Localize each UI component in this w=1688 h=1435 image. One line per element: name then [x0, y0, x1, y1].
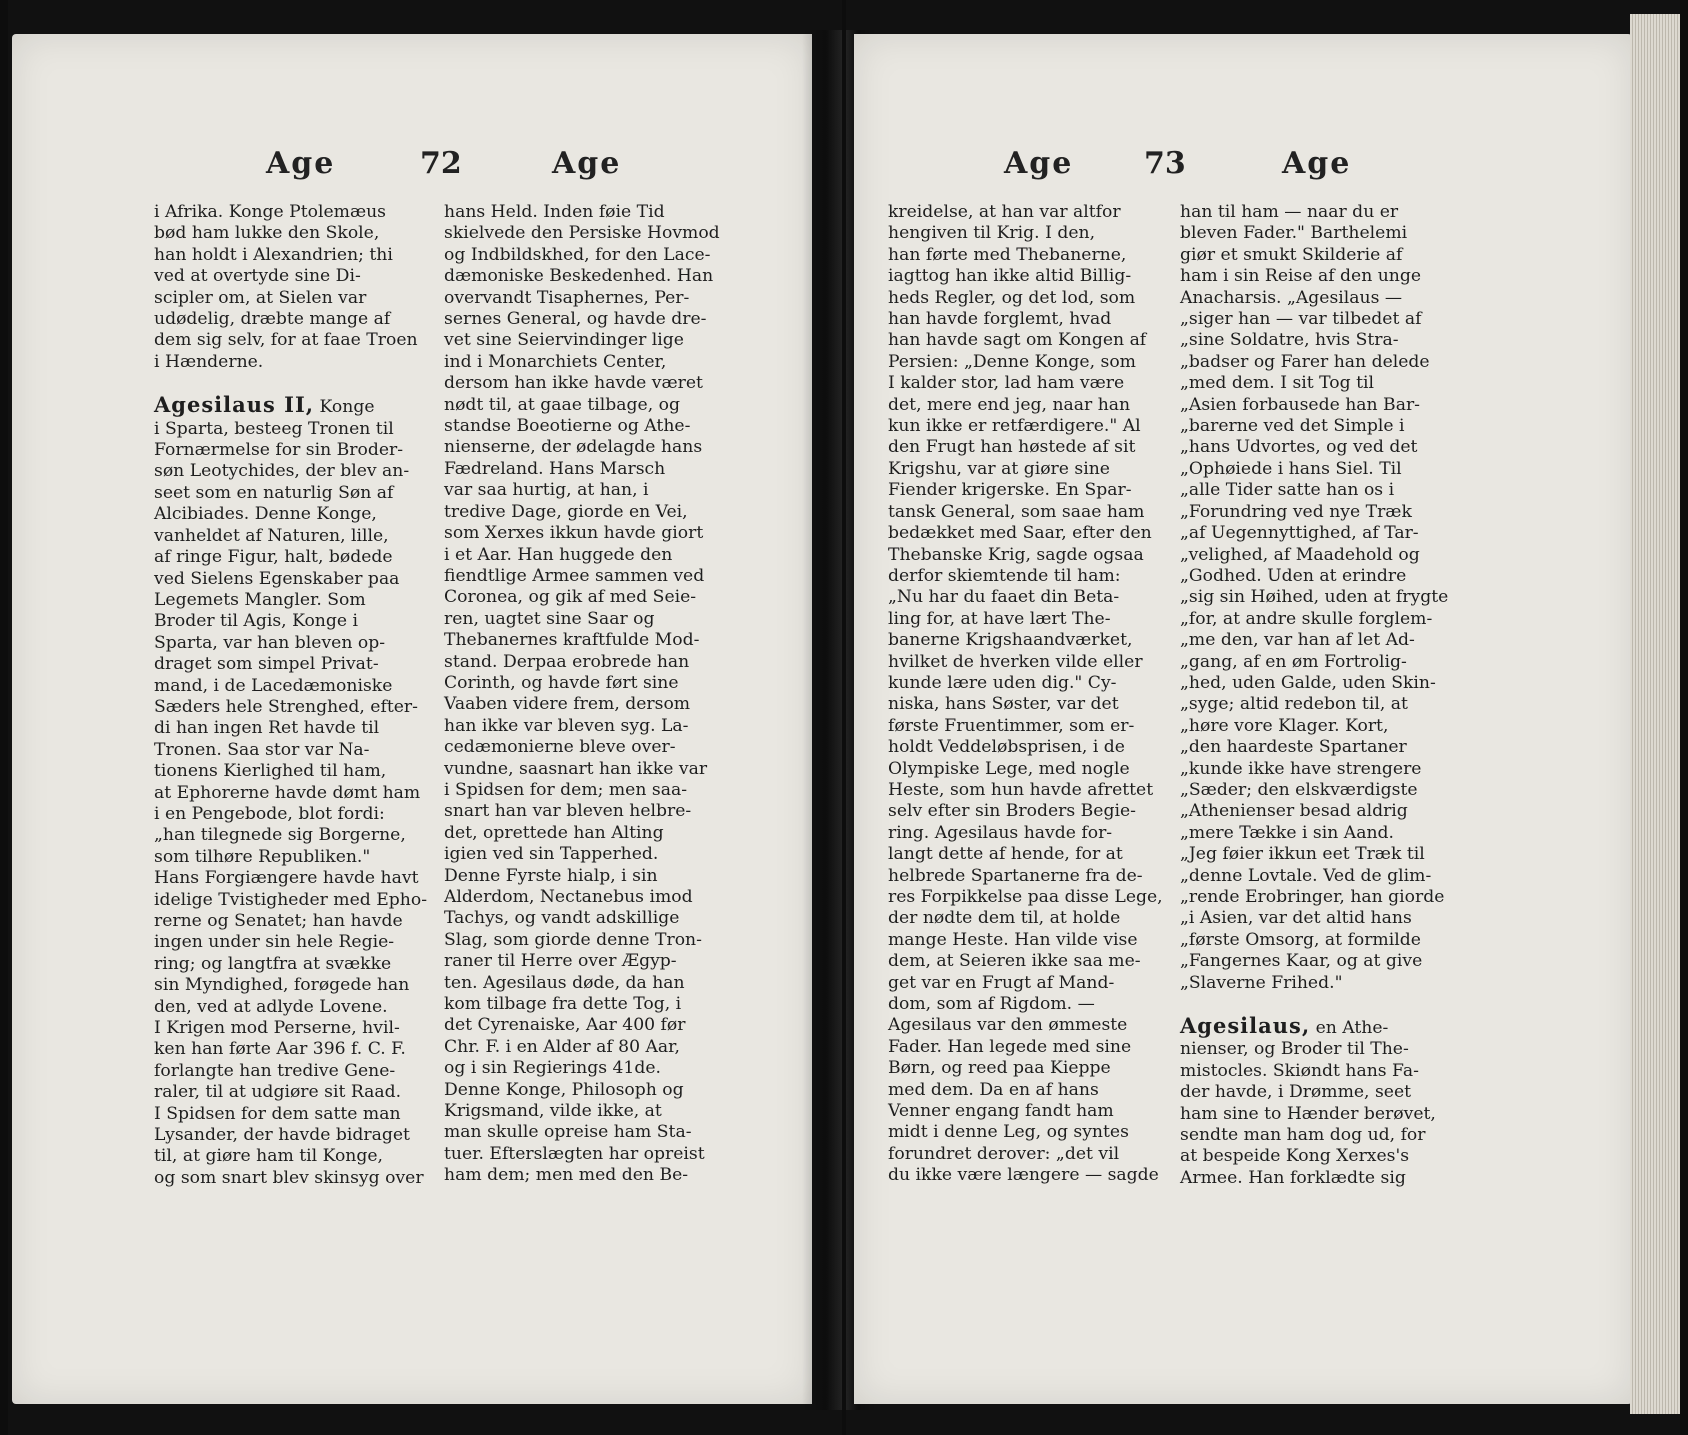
page-number: 73	[1144, 146, 1186, 181]
text-line: Sæders hele Strenghed, efter-	[154, 696, 418, 717]
text-line: „badser og Farer han delede	[1180, 351, 1430, 372]
header-right-word: Age	[1282, 146, 1352, 181]
page-number: 72	[420, 146, 462, 181]
text-line: i Hænderne.	[154, 351, 264, 372]
text-line: raler, til at udgiøre sit Raad.	[154, 1082, 402, 1103]
text-line: „velighed, af Maadehold og	[1180, 544, 1420, 565]
text-line: kun ikke er retfærdigere." Al	[888, 416, 1141, 437]
text-line: du ikke være længere — sagde	[888, 1165, 1159, 1186]
text-line: vet sine Seiervindinger lige	[444, 330, 684, 351]
text-line: bød ham lukke den Skole,	[154, 223, 380, 244]
text-line: forlangte han tredive Gene-	[154, 1060, 396, 1081]
column-2	[444, 202, 724, 1187]
text-line: „denne Lovtale. Ved de glim-	[1180, 865, 1432, 886]
text-line: overvandt Tisaphernes, Per-	[444, 287, 690, 308]
text-line: „Slaverne Frihed."	[1180, 972, 1343, 993]
page-72	[12, 34, 812, 1404]
text-line: „siger han — var tilbedet af	[1180, 309, 1422, 330]
header-left-word: Age	[1004, 146, 1074, 181]
text-line: „sig sin Høihed, uden at frygte	[1180, 587, 1449, 608]
column-2	[1180, 202, 1470, 1189]
text-line: at Ephorerne havde dømt ham	[154, 782, 421, 803]
text-line: Slag, som giorde denne Tron-	[444, 929, 702, 950]
text-line: „syge; altid redebon til, at	[1180, 694, 1408, 715]
text-line: snart han var bleven helbre-	[444, 801, 692, 822]
text-line: nienserne, der ødelagde hans	[444, 437, 703, 458]
text-line: stand. Derpaa erobrede han	[444, 651, 690, 672]
text-line: som tilhøre Republiken."	[154, 846, 371, 867]
text-line: Alderdom, Nectanebus imod	[444, 887, 693, 907]
text-line: han ikke var bleven syg. La-	[444, 715, 689, 736]
text-line: banerne Krigshaandværket,	[888, 630, 1133, 651]
text-line: og i sin Regierings 41de.	[444, 1058, 661, 1079]
text-line: ved at overtyde sine Di-	[154, 266, 361, 287]
text-line: sendte man ham dog ud, for	[1180, 1125, 1426, 1146]
text-line: Denne Konge, Philosoph og	[444, 1079, 684, 1100]
text-line: draget som simpel Privat-	[154, 654, 379, 675]
text-line: „barerne ved det Simple i	[1180, 416, 1405, 437]
text-line: res Forpikkelse paa disse Lege,	[888, 887, 1163, 907]
text-line: „mere Tække i sin Aand.	[1180, 822, 1394, 843]
text-line: dem, at Seieren ikke saa me-	[888, 951, 1141, 972]
text-line: forundret derover: „det vil	[888, 1143, 1120, 1164]
text-line	[1180, 994, 1470, 1015]
text-line: ring. Agesilaus havde for-	[888, 822, 1113, 843]
text-line: Venner engang fandt ham	[888, 1101, 1114, 1122]
text-line: „hed, uden Galde, uden Skin-	[1180, 672, 1436, 693]
text-line: og Indbildskhed, for den Lace-	[444, 244, 711, 265]
text-line: „kunde ikke have strengere	[1180, 758, 1422, 779]
text-line: „Asien forbausede han Bar-	[1180, 394, 1420, 415]
text-line: Tronen. Saa stor var Na-	[154, 739, 370, 760]
text-line: ham dem; men med den Be-	[444, 1165, 689, 1186]
text-line: ham i sin Reise af den unge	[1180, 266, 1422, 287]
text-line: Hans Forgiængere havde havt	[154, 868, 419, 889]
text-line: Fader. Han legede med sine	[888, 1036, 1132, 1057]
text-line: niska, hans Søster, var det	[888, 694, 1119, 715]
text-line: Olympiske Lege, med nogle	[888, 758, 1130, 779]
text-line: sin Myndighed, forøgede han	[154, 975, 410, 996]
text-line: i Spidsen for dem; men saa-	[444, 779, 688, 800]
text-line: Chr. F. i en Alder af 80 Aar,	[444, 1036, 680, 1057]
text-line: „sine Soldatre, hvis Stra-	[1180, 330, 1399, 351]
text-line: første Fruentimmer, som er-	[888, 715, 1135, 736]
text-line: „Godhed. Uden at erindre	[1180, 565, 1407, 586]
text-line: der nødte dem til, at holde	[888, 908, 1121, 929]
text-line: den, ved at adlyde Lovene.	[154, 996, 388, 1017]
text-line: af ringe Figur, halt, bødede	[154, 547, 393, 568]
text-line: ling for, at have lært The-	[888, 608, 1111, 629]
text-line: i et Aar. Han huggede den	[444, 544, 673, 565]
text-line: holdt Veddeløbsprisen, i de	[888, 737, 1125, 758]
text-line: man skulle opreise ham Sta-	[444, 1122, 692, 1143]
text-line: I Spidsen for dem satte man	[154, 1103, 401, 1124]
text-line: Agesilaus, en Athe-	[1180, 1013, 1389, 1039]
text-line: hans Held. Inden føie Tid	[444, 202, 665, 222]
text-line: Armee. Han forklædte sig	[1180, 1167, 1406, 1188]
text-line: Coronea, og gik af med Seie-	[444, 587, 697, 608]
text-line: ten. Agesilaus døde, da han	[444, 972, 685, 993]
text-line: i en Pengebode, blot fordi:	[154, 803, 385, 824]
text-line: Persien: „Denne Konge, som	[888, 351, 1136, 372]
text-line: „Jeg føier ikkun eet Træk til	[1180, 844, 1425, 865]
text-line: seet som en naturlig Søn af	[154, 482, 394, 503]
text-line: i Sparta, besteeg Tronen til	[154, 418, 394, 439]
page-edges	[1630, 14, 1680, 1414]
text-line: nienser, og Broder til The-	[1180, 1039, 1409, 1060]
text-line: Fiender krigerske. En Spar-	[888, 480, 1132, 501]
header-right-word: Age	[552, 146, 622, 181]
text-line: den Frugt han høstede af sit	[888, 437, 1136, 458]
text-line: „Forundring ved nye Træk	[1180, 501, 1412, 522]
text-line: „med dem. I sit Tog til	[1180, 373, 1375, 394]
text-line: kom tilbage fra dette Tog, i	[444, 994, 682, 1015]
text-line: cedæmonierne bleve over-	[444, 737, 676, 758]
text-line: „høre vore Klager. Kort,	[1180, 715, 1389, 736]
text-line: som Xerxes ikkun havde giort	[444, 523, 704, 544]
text-line: „Ophøiede i hans Siel. Til	[1180, 458, 1402, 479]
text-line: igien ved sin Tapperhed.	[444, 844, 659, 865]
text-line: heds Regler, og det lod, som	[888, 287, 1136, 308]
text-line: midt i denne Leg, og syntes	[888, 1122, 1129, 1143]
text-line: nødt til, at gaae tilbage, og	[444, 394, 680, 415]
running-head-73	[854, 146, 1634, 196]
text-line: Lysander, der havde bidraget	[154, 1125, 410, 1146]
text-line: selv efter sin Broders Begie-	[888, 801, 1136, 822]
text-line: „gang, af en øm Fortrolig-	[1180, 651, 1407, 672]
text-line: Thebanske Krig, sagde ogsaa	[888, 544, 1144, 565]
text-line: det Cyrenaiske, Aar 400 før	[444, 1015, 686, 1036]
text-line: ingen under sin hele Regie-	[154, 932, 395, 953]
text-line: han havde forglemt, hvad	[888, 309, 1112, 330]
text-line: der havde, i Drømme, seet	[1180, 1082, 1412, 1103]
text-line: tionens Kierlighed til ham,	[154, 761, 387, 782]
column-1	[154, 202, 428, 1189]
text-line: rerne og Senatet; han havde	[154, 911, 403, 931]
text-line: kreidelse, at han var altfor	[888, 202, 1121, 222]
running-head-72	[12, 146, 812, 196]
text-line: hvilket de hverken vilde eller	[888, 651, 1143, 672]
text-line: „af Uegennyttighed, af Tar-	[1180, 523, 1419, 544]
text-line: Alcibiades. Denne Konge,	[154, 504, 377, 525]
text-line: til, at giøre ham til Konge,	[154, 1146, 384, 1167]
text-line: „for, at andre skulle forglem-	[1180, 608, 1433, 629]
text-line: med dem. Da en af hans	[888, 1079, 1099, 1100]
text-line: standse Boeotierne og Athe-	[444, 416, 691, 437]
text-line: søn Leotychides, der blev an-	[154, 461, 410, 482]
text-line: ring; og langtfra at svække	[154, 953, 392, 974]
text-line: scipler om, at Sielen var	[154, 287, 367, 308]
text-line: mand, i de Lacedæmoniske	[154, 675, 393, 696]
entry-headword: Agesilaus,	[1180, 1013, 1311, 1039]
text-line: iagttog han ikke altid Billig-	[888, 266, 1132, 287]
text-line: Sparta, var han bleven op-	[154, 632, 386, 653]
text-line: „me den, var han af let Ad-	[1180, 630, 1415, 651]
text-line: langt dette af hende, for at	[888, 844, 1123, 865]
text-line: fiendtlige Armee sammen ved	[444, 565, 705, 586]
text-line: giør et smukt Skilderie af	[1180, 244, 1403, 265]
text-line: Vaaben videre frem, dersom	[444, 694, 691, 715]
entry-headword: Agesilaus II,	[154, 392, 315, 418]
left-page-scan	[8, 0, 842, 1435]
text-line: mistocles. Skiøndt hans Fa-	[1180, 1060, 1419, 1081]
text-line: han førte med Thebanerne,	[888, 244, 1127, 265]
text-line: bedækket med Saar, efter den	[888, 523, 1152, 544]
page-73	[854, 34, 1634, 1404]
text-line: Agesilaus var den ømmeste	[888, 1015, 1128, 1036]
text-line: Broder til Agis, Konge i	[154, 611, 359, 632]
text-line: var saa hurtig, at han, i	[444, 480, 649, 501]
text-line: sernes General, og havde dre-	[444, 309, 707, 330]
text-line: i Afrika. Konge Ptolemæus	[154, 202, 386, 222]
text-line: I kalder stor, lad ham være	[888, 373, 1125, 394]
text-line: raner til Herre over Ægyp-	[444, 951, 677, 972]
text-line: han til ham — naar du er	[1180, 202, 1399, 222]
text-line: ved Sielens Egenskaber paa	[154, 568, 400, 589]
text-line: ind i Monarchiets Center,	[444, 351, 667, 372]
text-line: han havde sagt om Kongen af	[888, 330, 1147, 351]
text-line: tuer. Efterslægten har opreist	[444, 1143, 705, 1164]
header-left-word: Age	[266, 146, 336, 181]
text-line: Fædreland. Hans Marsch	[444, 458, 666, 479]
text-line: „Athenienser besad aldrig	[1180, 801, 1408, 822]
text-line: Legemets Mangler. Som	[154, 589, 366, 610]
text-line: Thebanernes kraftfulde Mod-	[444, 630, 700, 651]
text-line: Krigsmand, vilde ikke, at	[444, 1101, 662, 1122]
text-line: Anacharsis. „Agesilaus —	[1180, 287, 1403, 308]
text-line: mange Heste. Han vilde vise	[888, 929, 1138, 950]
text-line: Heste, som hun havde afrettet	[888, 779, 1154, 800]
text-line: derfor skiemtende til ham:	[888, 565, 1121, 586]
text-line: Agesilaus II, Konge	[154, 392, 375, 418]
text-line: „Fangernes Kaar, og at give	[1180, 951, 1423, 972]
text-line: „rende Erobringer, han giorde	[1180, 887, 1445, 907]
text-line: get var en Frugt af Mand-	[888, 972, 1115, 993]
text-line: vundne, saasnart han ikke var	[444, 758, 708, 779]
text-line	[154, 373, 424, 394]
text-line: hengiven til Krig. I den,	[888, 223, 1096, 244]
text-line: „hans Udvortes, og ved det	[1180, 437, 1418, 458]
text-line: tredive Dage, giorde en Vei,	[444, 501, 688, 522]
text-line: „alle Tider satte han os i	[1180, 480, 1395, 501]
text-line: dom, som af Rigdom. —	[888, 994, 1095, 1015]
text-line: vanheldet af Naturen, lille,	[154, 525, 389, 546]
text-line: dæmoniske Beskedenhed. Han	[444, 266, 714, 287]
text-line: Krigshu, var at giøre sine	[888, 458, 1110, 479]
text-line: „Sæder; den elskværdigste	[1180, 779, 1418, 800]
text-line: ren, uagtet sine Saar og	[444, 608, 655, 629]
text-line: dersom han ikke havde været	[444, 373, 703, 394]
text-line: „første Omsorg, at formilde	[1180, 929, 1421, 950]
text-line: Corinth, og havde ført sine	[444, 672, 679, 693]
text-line: Tachys, og vandt adskillige	[444, 908, 680, 929]
text-line: dem sig selv, for at faae Troen	[154, 330, 418, 351]
text-line: og som snart blev skinsyg over	[154, 1167, 424, 1188]
text-line: Denne Fyrste hialp, i sin	[444, 865, 658, 886]
text-line: „Nu har du faaet din Beta-	[888, 587, 1120, 608]
text-line: I Krigen mod Perserne, hvil-	[154, 1018, 400, 1039]
text-line: udødelig, dræbte mange af	[154, 309, 391, 330]
text-line: det, mere end jeg, naar han	[888, 394, 1131, 415]
text-line: tansk General, som saae ham	[888, 501, 1145, 522]
text-line: det, oprettede han Alting	[444, 822, 664, 843]
text-line: „han tilegnede sig Borgerne,	[154, 825, 406, 846]
text-line: ham sine to Hænder berøvet,	[1180, 1103, 1436, 1124]
text-line: Børn, og reed paa Kieppe	[888, 1058, 1111, 1079]
text-line: ken han førte Aar 396 f. C. F.	[154, 1039, 406, 1060]
text-line: „i Asien, var det altid hans	[1180, 908, 1412, 929]
text-line: han holdt i Alexandrien; thi	[154, 244, 393, 265]
right-page-scan	[846, 0, 1680, 1435]
column-1	[888, 202, 1178, 1187]
text-line: idelige Tvistigheder med Epho-	[154, 889, 428, 910]
text-line: kunde lære uden dig." Cy-	[888, 672, 1117, 693]
gutter-shadow	[802, 30, 842, 1410]
text-line: „den haardeste Spartaner	[1180, 737, 1407, 758]
text-line: Fornærmelse for sin Broder-	[154, 440, 404, 461]
text-line: at bespeide Kong Xerxes's	[1180, 1146, 1410, 1167]
text-line: skielvede den Persiske Hovmod	[444, 223, 720, 244]
text-line: bleven Fader." Barthelemi	[1180, 223, 1408, 244]
text-line: helbrede Spartanerne fra de-	[888, 865, 1143, 886]
text-line: di han ingen Ret havde til	[154, 718, 380, 739]
